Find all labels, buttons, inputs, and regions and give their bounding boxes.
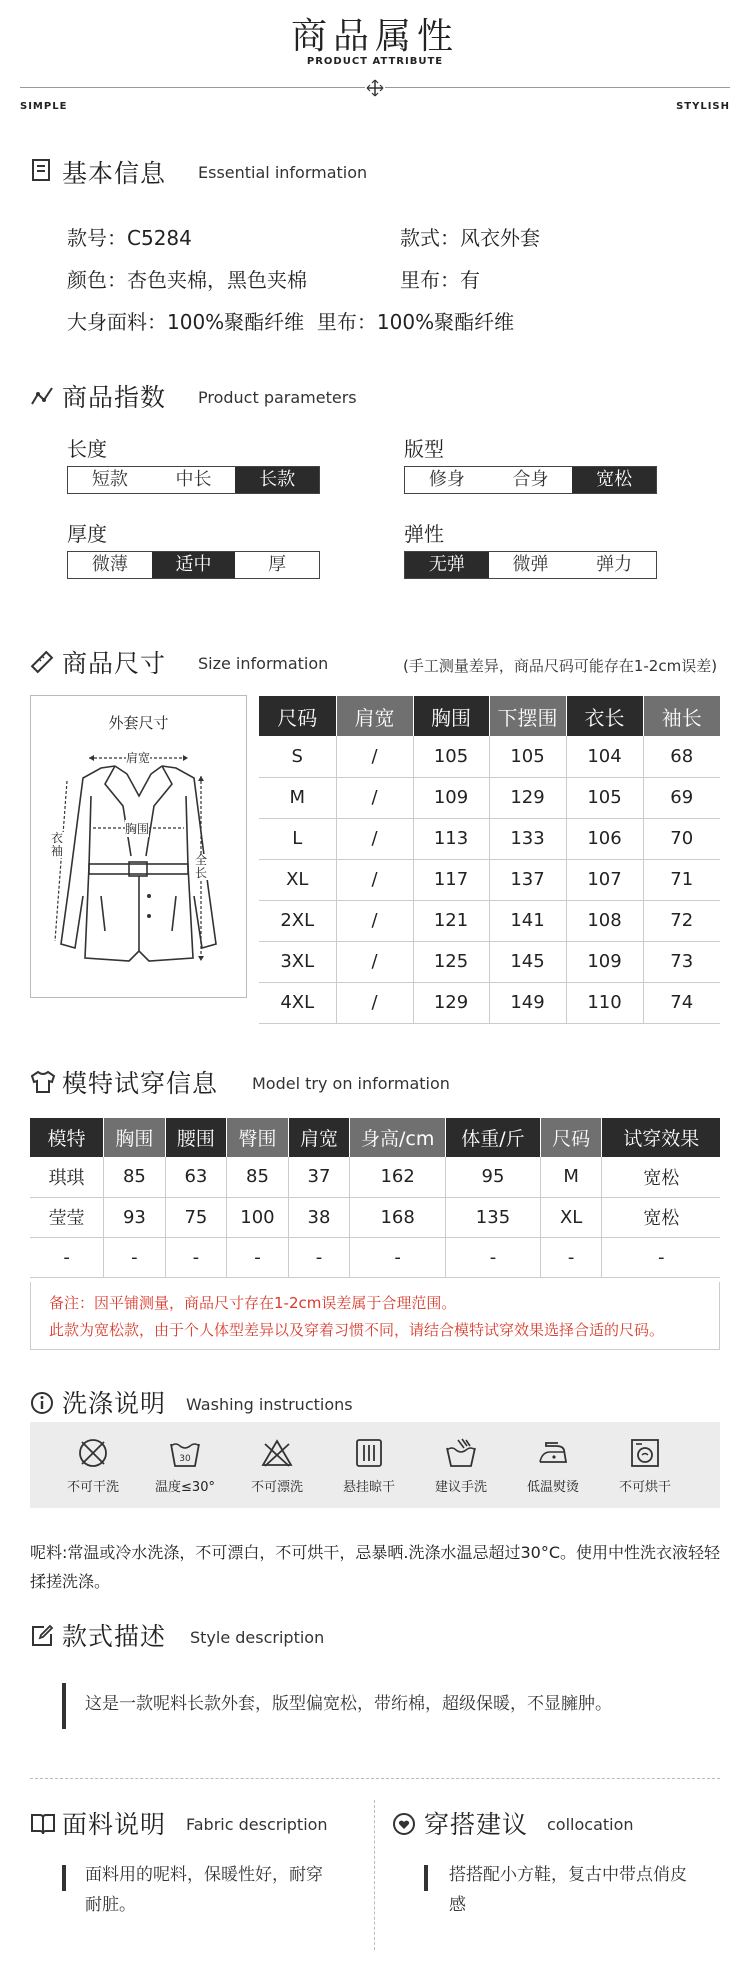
- shirt-icon: [30, 1070, 54, 1094]
- cell: 133: [489, 818, 566, 859]
- cell: 70: [643, 818, 720, 859]
- wash-item: [233, 1436, 321, 1495]
- cell: 2XL: [259, 900, 336, 941]
- table-row: [30, 1197, 720, 1237]
- cell: -: [602, 1237, 720, 1277]
- param-option-selected: 适中: [152, 552, 236, 578]
- param-elasticity-scale: [404, 551, 657, 579]
- wash-item: [49, 1436, 137, 1495]
- wash-item: [509, 1436, 597, 1495]
- model-note-box: [30, 1282, 720, 1350]
- cell: 95: [446, 1157, 541, 1197]
- wash-label: 不可烘干: [618, 1480, 671, 1495]
- wash-subtitle: Washing instructions: [186, 1395, 353, 1414]
- cell: 71: [643, 859, 720, 900]
- param-label-fit: 版型: [404, 437, 444, 461]
- table-row: [30, 1157, 720, 1197]
- table-row: [259, 777, 720, 818]
- param-option: 短款: [91, 469, 128, 490]
- no-tumble-dry-icon: [76, 1436, 110, 1470]
- cell: 69: [643, 777, 720, 818]
- size-note: (手工测量差异，商品尺码可能存在1-2cm误差): [403, 657, 718, 675]
- cell: 75: [165, 1197, 227, 1237]
- cell: -: [227, 1237, 289, 1277]
- diagram-shoulder-label: 肩宽: [126, 751, 151, 765]
- style-desc-text: 这是一款呢料长款外套，版型偏宽松，带绗棉，超级保暖，不显臃肿。: [85, 1694, 612, 1714]
- cell: -: [350, 1237, 446, 1277]
- header-cell: 模特: [30, 1118, 104, 1157]
- cell: 149: [489, 982, 566, 1023]
- wash-title: 洗涤说明: [62, 1389, 167, 1418]
- cell: 63: [165, 1157, 227, 1197]
- cross-ornament-icon: [365, 79, 385, 97]
- cell: 109: [566, 941, 643, 982]
- param-option: 中长: [175, 469, 212, 490]
- wash-label: 不可干洗: [66, 1480, 119, 1495]
- basic-info-title: 基本信息: [62, 159, 167, 188]
- cell: /: [336, 777, 413, 818]
- cell: 105: [489, 736, 566, 777]
- cell: 74: [643, 982, 720, 1023]
- table-row: [259, 859, 720, 900]
- diagram-length-label: 全长: [195, 853, 208, 880]
- edit-icon: [30, 1624, 54, 1648]
- no-bleach-icon: [260, 1436, 294, 1470]
- cell: 85: [227, 1157, 289, 1197]
- size-title: 商品尺寸: [62, 649, 167, 678]
- param-option: 合身: [512, 469, 549, 490]
- desc-accent-bar: [424, 1865, 428, 1891]
- header-cell: 衣长: [566, 696, 643, 736]
- cell: 85: [104, 1157, 166, 1197]
- params-subtitle: Product parameters: [198, 388, 357, 407]
- cell: /: [336, 900, 413, 941]
- cell: 137: [489, 859, 566, 900]
- header-cell: 下摆围: [489, 696, 566, 736]
- param-option: 修身: [428, 469, 465, 490]
- param-label-thickness: 厚度: [67, 522, 107, 546]
- wash-30-icon: [168, 1436, 202, 1470]
- cell: 121: [413, 900, 489, 941]
- cell: 113: [413, 818, 489, 859]
- cell: XL: [259, 859, 336, 900]
- header-cell: 肩宽: [288, 1118, 350, 1157]
- header-cell: 试穿效果: [602, 1118, 720, 1157]
- collocation-subtitle: collocation: [547, 1815, 634, 1834]
- lining-info: 里布：有: [400, 268, 480, 292]
- cell: -: [446, 1237, 541, 1277]
- size-table: [259, 696, 720, 1024]
- document-icon: [30, 158, 54, 182]
- cell: 129: [489, 777, 566, 818]
- fabric-text: 面料用的呢料，保暖性好，耐穿耐脏。: [85, 1865, 323, 1915]
- cell: M: [259, 777, 336, 818]
- diagram-chest-label: 胸围: [125, 822, 150, 836]
- desc-accent-bar: [62, 1865, 66, 1891]
- cell: /: [336, 982, 413, 1023]
- vertical-divider: [374, 1800, 375, 1950]
- header-cell: 臀围: [227, 1118, 289, 1157]
- cell: 100: [227, 1197, 289, 1237]
- param-option-selected: 宽松: [572, 467, 656, 493]
- basic-info-subtitle: Essential information: [198, 163, 368, 182]
- trend-line-icon: [30, 384, 54, 408]
- model-note-2: 此款为宽松款，由于个人体型差异以及穿着习惯不同，请结合模特试穿效果选择合适的尺码。: [49, 1321, 665, 1339]
- param-option: 弹力: [596, 554, 633, 575]
- table-row: [259, 941, 720, 982]
- cell: -: [104, 1237, 166, 1277]
- header-cell: 肩宽: [336, 696, 413, 736]
- cell: -: [540, 1237, 602, 1277]
- wash-label: 低温熨烫: [526, 1480, 579, 1495]
- color-info: 颜色：杏色夹棉，黑色夹棉: [67, 268, 307, 292]
- cell: -: [288, 1237, 350, 1277]
- cell: 110: [566, 982, 643, 1023]
- cell: 68: [643, 736, 720, 777]
- style-number: 款号：C5284: [67, 226, 192, 250]
- cell: -: [30, 1237, 104, 1277]
- cell: L: [259, 818, 336, 859]
- low-iron-icon: [536, 1436, 570, 1470]
- cell: 129: [413, 982, 489, 1023]
- style-desc-subtitle: Style description: [190, 1628, 325, 1647]
- cell: 145: [489, 941, 566, 982]
- wash-item: [325, 1436, 413, 1495]
- desc-accent-bar: [62, 1683, 66, 1729]
- cell: 莹莹: [30, 1197, 104, 1237]
- cell: 107: [566, 859, 643, 900]
- size-subtitle: Size information: [198, 654, 329, 673]
- cell: /: [336, 818, 413, 859]
- header-cell: 尺码: [259, 696, 336, 736]
- heart-circle-icon: [392, 1812, 416, 1836]
- cell: 宽松: [602, 1197, 720, 1237]
- page-subtitle: PRODUCT ATTRIBUTE: [306, 56, 444, 67]
- dashed-divider: [30, 1778, 720, 1779]
- cell: M: [540, 1157, 602, 1197]
- hand-wash-icon: [444, 1436, 478, 1470]
- style-type: 款式：风衣外套: [400, 226, 540, 250]
- info-icon: [30, 1391, 54, 1415]
- collocation-text: 搭搭配小方鞋，复古中带点俏皮感: [449, 1865, 687, 1915]
- param-fit-scale: [404, 466, 657, 494]
- wash-item: [417, 1436, 505, 1495]
- page-title: 商品属性: [290, 16, 459, 57]
- cell: 73: [643, 941, 720, 982]
- wash-label: 不可漂洗: [250, 1480, 303, 1495]
- param-option: 微弹: [512, 554, 549, 575]
- fabric-subtitle: Fabric description: [186, 1815, 328, 1834]
- param-option-selected: 无弹: [405, 552, 489, 578]
- header-cell: 腰围: [165, 1118, 227, 1157]
- cell: /: [336, 941, 413, 982]
- cell: 72: [643, 900, 720, 941]
- hang-dry-icon: [352, 1436, 386, 1470]
- table-row: [259, 982, 720, 1023]
- wash-label: 温度≤30°: [155, 1480, 215, 1495]
- cell: /: [336, 859, 413, 900]
- param-thickness-scale: [67, 551, 320, 579]
- header-cell: 尺码: [540, 1118, 602, 1157]
- model-subtitle: Model try on information: [252, 1074, 450, 1093]
- param-label-elasticity: 弹性: [404, 522, 444, 546]
- model-title: 模特试穿信息: [62, 1069, 219, 1098]
- cell: 135: [446, 1197, 541, 1237]
- cell: 117: [413, 859, 489, 900]
- wash-description: 呢料:常温或冷水洗涤，不可漂白，不可烘干，忌暴晒.洗涤水温忌超过30°C。使用中性洗衣液轻轻揉搓洗涤。: [30, 1543, 721, 1591]
- table-row: [259, 900, 720, 941]
- book-icon: [30, 1812, 54, 1836]
- cell: 93: [104, 1197, 166, 1237]
- param-option: 厚: [268, 554, 287, 575]
- params-title: 商品指数: [62, 383, 167, 412]
- material-info: 大身面料：100%聚酯纤维 里布：100%聚酯纤维: [67, 310, 515, 334]
- cell: 141: [489, 900, 566, 941]
- cell: 162: [350, 1157, 446, 1197]
- wash-temp-label: 30: [179, 1454, 191, 1464]
- size-table-header: [259, 696, 720, 736]
- cell: 37: [288, 1157, 350, 1197]
- collocation-title: 穿搭建议: [424, 1810, 529, 1839]
- simple-tag: SIMPLE: [20, 101, 68, 112]
- cell: 105: [413, 736, 489, 777]
- model-table: [30, 1118, 720, 1278]
- cell: 琪琪: [30, 1157, 104, 1197]
- cell: 125: [413, 941, 489, 982]
- no-dryer-icon: [628, 1436, 662, 1470]
- diagram-sleeve-label: 衣袖: [51, 831, 64, 858]
- cell: 38: [288, 1197, 350, 1237]
- model-note-1: 备注：因平铺测量，商品尺寸存在1-2cm误差属于合理范围。: [49, 1294, 457, 1312]
- header-cell: 身高/cm: [350, 1118, 446, 1157]
- coat-diagram: [30, 695, 247, 998]
- wash-label: 建议手洗: [434, 1480, 487, 1495]
- wash-item: [141, 1436, 229, 1495]
- stylish-tag: STYLISH: [676, 101, 730, 112]
- param-length-scale: [67, 466, 320, 494]
- cell: 104: [566, 736, 643, 777]
- table-row: [30, 1237, 720, 1277]
- cell: 105: [566, 777, 643, 818]
- param-option: 微薄: [91, 554, 128, 575]
- header-cell: 胸围: [413, 696, 489, 736]
- cell: 168: [350, 1197, 446, 1237]
- cell: 109: [413, 777, 489, 818]
- cell: XL: [540, 1197, 602, 1237]
- wash-label: 悬挂晾干: [342, 1480, 395, 1495]
- cell: 108: [566, 900, 643, 941]
- table-row: [259, 736, 720, 777]
- cell: /: [336, 736, 413, 777]
- cell: S: [259, 736, 336, 777]
- fabric-title: 面料说明: [62, 1810, 167, 1839]
- param-option-selected: 长款: [235, 467, 319, 493]
- cell: 4XL: [259, 982, 336, 1023]
- table-row: [259, 818, 720, 859]
- model-table-header: [30, 1118, 720, 1157]
- header-cell: 体重/斤: [446, 1118, 541, 1157]
- cell: 3XL: [259, 941, 336, 982]
- cell: 宽松: [602, 1157, 720, 1197]
- diagram-title: 外套尺寸: [108, 714, 169, 732]
- style-desc-title: 款式描述: [62, 1622, 167, 1651]
- wash-item: [601, 1436, 689, 1495]
- cell: 106: [566, 818, 643, 859]
- param-label-length: 长度: [67, 437, 107, 461]
- ruler-icon: [30, 650, 54, 674]
- header-cell: 胸围: [104, 1118, 166, 1157]
- header-cell: 袖长: [643, 696, 720, 736]
- cell: -: [165, 1237, 227, 1277]
